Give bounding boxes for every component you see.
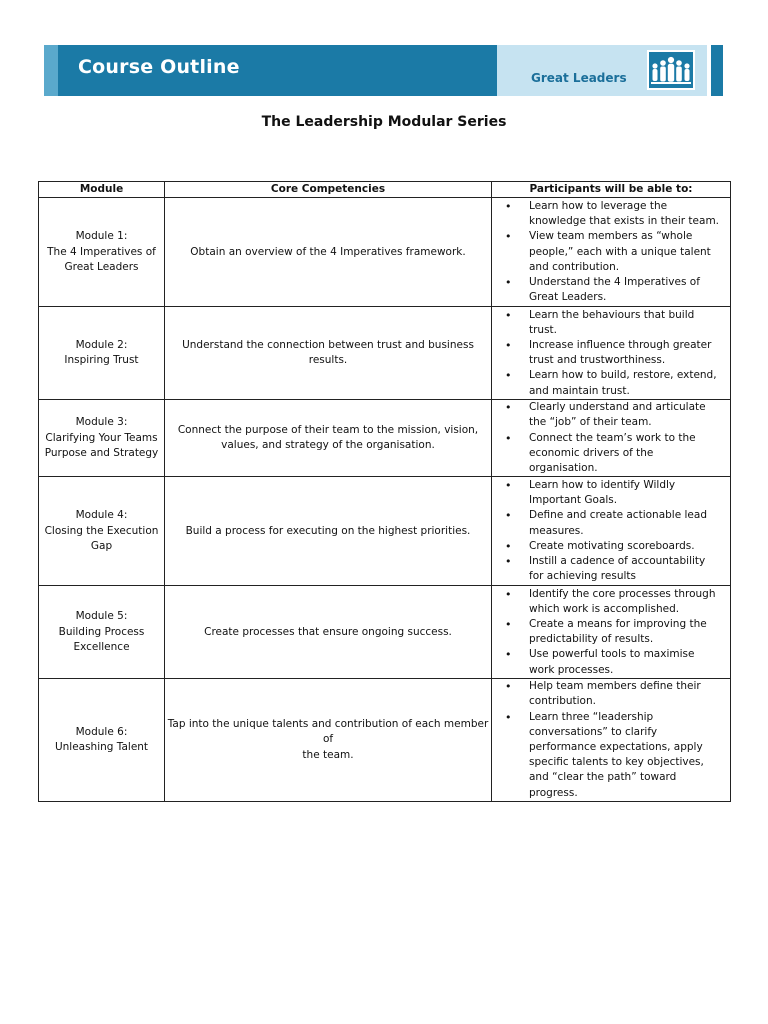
outcome-list-item bbox=[492, 554, 730, 584]
outcome-text-line: trust and trustworthiness. bbox=[529, 354, 666, 367]
participant-outcomes-list bbox=[492, 478, 730, 584]
participant-outcomes-list bbox=[492, 308, 730, 399]
outcome-text-line: work processes. bbox=[529, 663, 614, 676]
outcome-list-item bbox=[492, 478, 730, 508]
module-cell bbox=[39, 400, 165, 477]
module-name-line: Great Leaders bbox=[64, 260, 139, 273]
course-outline-table bbox=[38, 181, 731, 802]
outcome-text-line: • Connect the team’s work to the bbox=[529, 431, 696, 444]
participant-outcomes-list bbox=[492, 679, 730, 801]
outcome-list-item bbox=[492, 275, 730, 305]
outcome-text-line: performance expectations, apply bbox=[529, 741, 703, 754]
module-name-line: Unleashing Talent bbox=[54, 741, 149, 754]
outcome-text-line: • View team members as “whole bbox=[529, 230, 693, 243]
outcome-list-item bbox=[492, 617, 730, 647]
outcome-text-line: predictability of results. bbox=[529, 633, 654, 646]
outcome-list-item bbox=[492, 199, 730, 229]
participants-cell bbox=[492, 586, 731, 679]
table-row bbox=[39, 679, 731, 802]
participant-outcomes-list bbox=[492, 400, 730, 476]
outcome-text-line: and maintain trust. bbox=[529, 384, 630, 397]
outcome-text-line: economic drivers of the bbox=[529, 446, 654, 459]
module-name-line: Purpose and Strategy bbox=[44, 446, 159, 459]
participant-outcomes-list bbox=[492, 587, 730, 678]
module-name-line: Clarifying Your Teams bbox=[45, 431, 158, 444]
table-row bbox=[39, 400, 731, 477]
outcome-text-line: which work is accomplished. bbox=[529, 602, 680, 615]
outcome-text-line: and contribution. bbox=[529, 260, 620, 273]
participants-cell bbox=[492, 400, 731, 477]
competency-cell bbox=[165, 586, 492, 679]
competency-text-line: values, and strategy of the organisation. bbox=[221, 439, 435, 452]
outcome-list-item bbox=[492, 679, 730, 709]
outcome-text-line: organisation. bbox=[529, 462, 598, 475]
outcome-list-item bbox=[492, 508, 730, 538]
outcome-list-item bbox=[492, 647, 730, 677]
table-row bbox=[39, 198, 731, 307]
document-title: The Leadership Modular Series bbox=[261, 114, 507, 130]
competency-text-line: Obtain an overview of the 4 Imperatives framework. bbox=[190, 245, 466, 258]
competency-cell bbox=[165, 400, 492, 477]
participants-cell bbox=[492, 679, 731, 802]
module-cell bbox=[39, 307, 165, 400]
outcome-text-line: • Define and create actionable lead bbox=[529, 509, 707, 522]
course-outline-banner bbox=[44, 45, 723, 96]
outcome-text-line: • Instill a cadence of accountability bbox=[529, 555, 706, 568]
outcome-text-line: • Identify the core processes through bbox=[529, 587, 716, 600]
outcome-text-line: • Create motivating scoreboards. bbox=[529, 539, 695, 552]
outcome-text-line: • Learn three “leadership bbox=[529, 710, 654, 723]
module-cell bbox=[39, 477, 165, 586]
module-name-line: Closing the Execution bbox=[44, 524, 159, 537]
outcome-text-line: knowledge that exists in their team. bbox=[529, 215, 720, 228]
table-header-row bbox=[39, 182, 731, 198]
outcome-text-line: conversations” to clarify bbox=[529, 725, 658, 738]
outcome-text-line: • Learn how to build, restore, extend, bbox=[529, 369, 717, 382]
module-name-line: Module 5: bbox=[75, 610, 128, 623]
module-name-line: Inspiring Trust bbox=[64, 354, 139, 367]
table-row bbox=[39, 477, 731, 586]
outcome-text-line: Great Leaders. bbox=[529, 291, 607, 304]
outcome-text-line: specific talents to key objectives, bbox=[529, 756, 704, 769]
competency-cell bbox=[165, 307, 492, 400]
participants-cell bbox=[492, 198, 731, 307]
column-header-participants: Participants will be able to: bbox=[492, 182, 731, 198]
module-name-line: Excellence bbox=[73, 640, 130, 653]
outcome-text-line: for achieving results bbox=[529, 570, 636, 583]
outcome-text-line: and “clear the path” toward bbox=[529, 771, 677, 784]
table-row bbox=[39, 307, 731, 400]
banner-brand-panel bbox=[497, 45, 723, 96]
outcome-list-item bbox=[492, 539, 730, 554]
team-people-icon bbox=[647, 50, 695, 90]
outcome-text-line: people,” each with a unique talent bbox=[529, 245, 711, 258]
banner-edge-stripe bbox=[711, 45, 723, 96]
module-cell bbox=[39, 198, 165, 307]
outcome-text-line: contribution. bbox=[529, 695, 596, 708]
outcome-text-line: Important Goals. bbox=[529, 494, 618, 507]
module-name-line: Module 2: bbox=[75, 339, 128, 351]
outcome-text-line: • Use powerful tools to maximise bbox=[529, 648, 695, 661]
banner-title-panel bbox=[44, 45, 497, 96]
column-header-module: Module bbox=[39, 182, 165, 198]
competency-text-line: the team. bbox=[302, 748, 354, 761]
banner-title: Course Outline bbox=[78, 56, 240, 78]
module-name-line: Module 4: bbox=[75, 509, 128, 522]
participants-cell bbox=[492, 477, 731, 586]
outcome-list-item bbox=[492, 400, 730, 430]
outcome-text-line: • Learn how to identify Wildly bbox=[529, 479, 676, 491]
outcome-text-line: • Learn the behaviours that build bbox=[529, 308, 695, 321]
outcome-list-item bbox=[492, 368, 730, 398]
module-name-line: Module 6: bbox=[75, 725, 128, 738]
module-name-line: Gap bbox=[90, 539, 113, 552]
outcome-list-item bbox=[492, 587, 730, 617]
competency-text-line: Build a process for executing on the highest priorities. bbox=[185, 524, 471, 537]
competency-cell bbox=[165, 198, 492, 307]
competency-cell bbox=[165, 679, 492, 802]
module-name-line: The 4 Imperatives of bbox=[47, 245, 156, 258]
outcome-text-line: • Increase influence through greater bbox=[529, 339, 712, 351]
outcome-list-item bbox=[492, 229, 730, 275]
outcome-text-line: trust. bbox=[529, 323, 558, 336]
participant-outcomes-list bbox=[492, 199, 730, 305]
outcome-text-line: • Understand the 4 Imperatives of bbox=[529, 276, 700, 288]
module-name-line: Module 3: bbox=[75, 416, 128, 429]
outcome-list-item bbox=[492, 431, 730, 477]
competency-text-line: Create processes that ensure ongoing success. bbox=[204, 625, 452, 638]
outcome-text-line: • Learn how to leverage the bbox=[529, 199, 668, 212]
outcome-text-line: • Clearly understand and articulate bbox=[529, 401, 706, 414]
outcome-text-line: progress. bbox=[529, 786, 578, 799]
outcome-text-line: measures. bbox=[529, 524, 584, 537]
column-header-core-competencies: Core Competencies bbox=[165, 182, 492, 198]
competency-cell bbox=[165, 477, 492, 586]
competency-text-line: Understand the connection between trust and business results. bbox=[182, 339, 474, 367]
outcome-text-line: the “job” of their team. bbox=[529, 416, 652, 429]
outcome-list-item bbox=[492, 710, 730, 801]
module-name-line: Module 1: bbox=[75, 230, 128, 243]
participants-cell bbox=[492, 307, 731, 400]
module-cell bbox=[39, 586, 165, 679]
brand-name: Great Leaders bbox=[531, 71, 627, 85]
module-cell bbox=[39, 679, 165, 802]
outcome-text-line: • Help team members define their bbox=[529, 680, 701, 693]
competency-text-line: Tap into the unique talents and contribution of each member of bbox=[167, 718, 489, 746]
outcome-text-line: • Create a means for improving the bbox=[529, 618, 707, 631]
outcome-list-item bbox=[492, 308, 730, 338]
module-name-line: Building Process bbox=[58, 625, 145, 638]
competency-text-line: Connect the purpose of their team to the mission, vision, bbox=[177, 424, 479, 436]
outcome-list-item bbox=[492, 338, 730, 368]
table-row bbox=[39, 586, 731, 679]
